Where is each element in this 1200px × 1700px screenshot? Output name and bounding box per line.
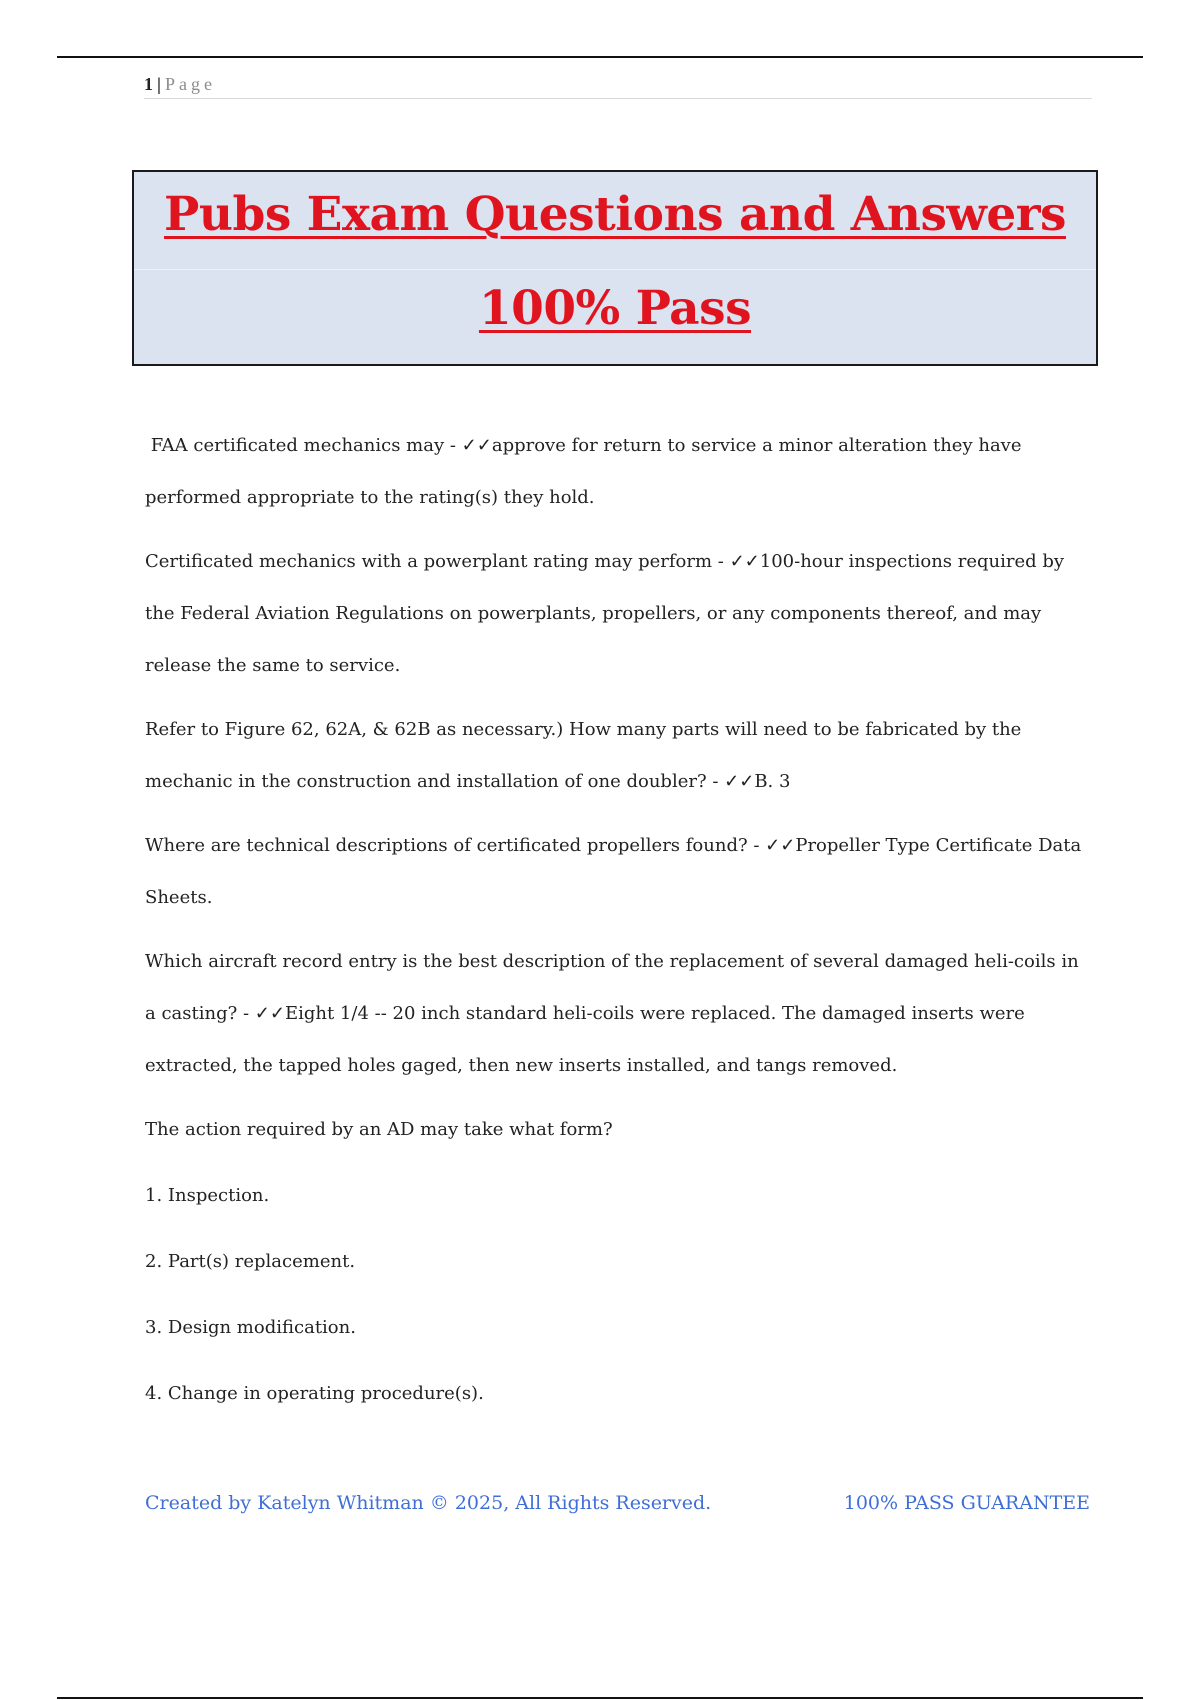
question-text: FAA certificated mechanics may bbox=[150, 435, 445, 456]
list-question-intro: The action required by an AD may take what form? bbox=[145, 1119, 613, 1140]
answer-check-icon: - ✓✓ bbox=[747, 835, 796, 856]
question-text: Where are technical descriptions of certificated propellers found? bbox=[145, 835, 748, 856]
list-item: 2. Part(s) replacement. bbox=[145, 1251, 356, 1272]
list-item: 4. Change in operating procedure(s). bbox=[145, 1383, 484, 1404]
answer-text: B. 3 bbox=[754, 771, 791, 792]
answer-check-icon: - ✓✓ bbox=[237, 1003, 285, 1024]
bottom-rule bbox=[57, 1697, 1143, 1699]
document-title-line-2: 100% Pass bbox=[478, 281, 752, 336]
page-number: 1 bbox=[144, 74, 153, 94]
footer-copyright: Created by Katelyn Whitman © 2025, All Rights Reserved. bbox=[145, 1492, 712, 1514]
qa-item bbox=[145, 536, 1085, 692]
answer-check-icon: - ✓✓ bbox=[706, 771, 755, 792]
question-text: Which aircraft record entry is the best description of the replacement of several damaged heli-coils in a casting? bbox=[145, 951, 1079, 1024]
page-word: Page bbox=[164, 74, 216, 94]
answer-check-icon: - ✓✓ bbox=[712, 551, 760, 572]
answer-check-icon: - ✓✓ bbox=[444, 435, 492, 456]
title-box bbox=[132, 170, 1098, 366]
answer-text: 100-hour inspections required by the Federal Aviation Regulations on powerplants, propellers, or any components thereof, and may release the same to service. bbox=[145, 551, 1065, 676]
qa-item bbox=[145, 820, 1085, 924]
qa-item bbox=[145, 936, 1085, 1092]
answer-text: approve for return to service a minor alteration they have performed appropriate to the rating(s) they hold. bbox=[145, 435, 1022, 508]
answer-text: Propeller Type Certificate Data Sheets. bbox=[145, 835, 1082, 908]
list-item: 3. Design modification. bbox=[145, 1317, 356, 1338]
page-separator: | bbox=[157, 74, 161, 94]
document-body bbox=[145, 420, 1085, 1434]
answer-text: Eight 1/4 -- 20 inch standard heli-coils were replaced. The damaged inserts were extracted, the tapped holes gaged, then new inserts installed, and tangs removed. bbox=[145, 1003, 1025, 1076]
page-footer bbox=[145, 1492, 1090, 1522]
list-item: 1. Inspection. bbox=[145, 1185, 270, 1206]
page-header bbox=[144, 72, 1092, 99]
title-divider bbox=[134, 269, 1096, 270]
question-text: Refer to Figure 62, 62A, & 62B as necessary.) How many parts will need to be fabricated by the mechanic in the construction and installation of one doubler? bbox=[145, 719, 1022, 792]
top-rule bbox=[57, 56, 1143, 58]
document-title-line-1: Pubs Exam Questions and Answers bbox=[163, 187, 1066, 242]
question-text: Certificated mechanics with a powerplant rating may perform bbox=[145, 551, 713, 572]
qa-item bbox=[145, 704, 1085, 808]
qa-item bbox=[145, 420, 1085, 524]
footer-guarantee: 100% PASS GUARANTEE bbox=[843, 1492, 1090, 1514]
